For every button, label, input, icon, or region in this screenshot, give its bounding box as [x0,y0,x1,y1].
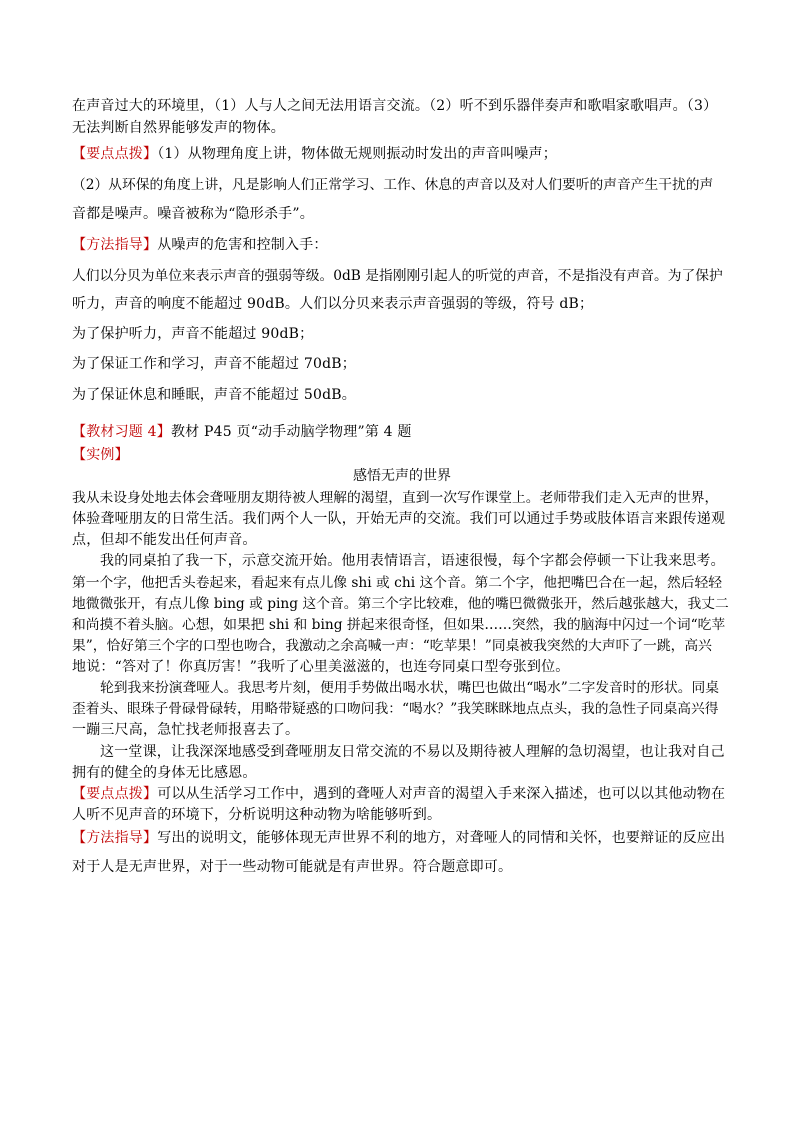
paragraph-line: 听力，声音的响度不能超过 90dB。人们以分贝来表示声音强弱的等级，符号 dB； [72,296,594,312]
method-paragraph [72,236,328,254]
exercise-text: 教材 P45 页“动手动脑学物理”第 4 题 [170,424,412,440]
paragraph-line: 人们以分贝为单位来表示声音的强弱等级。0dB 是指刚刚引起人的听觉的声音，不是指没有声音。为了保护 [72,268,723,284]
paragraph-line: 音都是噪声。噪音被称为“隐形杀手”。 [72,206,314,222]
paragraph-line: 为了保证休息和睡眠，声音不能超过 50dB。 [72,387,356,403]
tip-text: 可以从生活学习工作中，遇到的聋哑人对声音的渴望入手来深入描述，也可以以其他动物在 [157,786,726,802]
essay-line: 第一个字，他把舌头卷起来，看起来有点儿像 shi 或 chi 这个音。第二个字，他把嘴巴合在一起，然后轻轻 [72,575,722,591]
tip-paragraph [72,145,557,163]
essay-title: 感悟无声的世界 [353,468,451,484]
paragraph-line: 无法判断自然界能够发声的物体。 [72,120,285,136]
tip-tag: 【要点点拨】 [72,146,158,162]
essay-line: 和尚摸不着头脑。心想，如果把 shi 和 bing 拼起来很奇怪，但如果……突然，我的脑海中闪过一个词“吃苹 [72,617,726,633]
exercise-heading [72,423,412,441]
essay-line: 这一堂课，让我深深地感受到聋哑朋友日常交流的不易以及期待被人理解的急切渴望，也让我对自己 [100,744,725,760]
essay-line: 地说：“答对了！你真厉害！”我听了心里美滋滋的，也连夸同桌口型夸张到位。 [72,659,570,675]
essay-line: 一蹦三尺高，急忙找老师报喜去了。 [72,722,300,738]
paragraph-line: 人听不见声音的环境下，分析说明这种动物为啥能够听到。 [72,807,442,823]
method-text: 从噪声的危害和控制入手： [157,237,328,253]
essay-line: 拥有的健全的身体无比感恩。 [72,765,257,781]
paragraph-line: 为了保护听力，声音不能超过 90dB； [72,326,314,342]
essay-line: 体验聋哑朋友的日常生活。我们两个人一队，开始无声的交流。我们可以通过手势或肢体语言来跟传递观 [72,511,726,527]
essay-line: 歪着头、眼珠子骨碌骨碌转，用略带疑惑的口吻问我：“喝水？”我笑眯眯地点点头，我的急性子同桌高兴得 [72,701,719,717]
tip-text: （1）从物理角度上讲，物体做无规则振动时发出的声音叫噪声； [157,146,557,162]
essay-line: 地微微张开，有点儿像 bing 或 ping 这个音。第三个字比较难，他的嘴巴微微张开，然后越张越大，我丈二 [72,596,729,612]
paragraph-line: 为了保证工作和学习，声音不能超过 70dB； [72,356,356,372]
essay-line: 我从未设身处地去体会聋哑朋友期待被人理解的渴望，直到一次写作课堂上。老师带我们走入无声的世界， [72,490,719,506]
paragraph-line: 在声音过大的环境里，（1）人与人之间无法用语言交流。（2）听不到乐器伴奏声和歌唱家歌唱声。（3） [72,98,718,114]
tip-paragraph [72,785,725,803]
example-heading [72,446,129,464]
method-tag: 【方法指导】 [72,237,158,253]
exercise-tag: 【教材习题 4】 [72,424,171,440]
essay-line: 点，但却不能发出任何声音。 [72,532,257,548]
method-text: 写出的说明文，能够体现无声世界不利的地方，对聋哑人的同情和关怀，也要辩证的反应出 [157,830,726,846]
example-tag: 【实例】 [72,447,129,463]
paragraph-line: （2）从环保的角度上讲，凡是影响人们正常学习、工作、休息的声音以及对人们要听的声音产生干扰的声 [72,177,714,193]
essay-line: 我的同桌拍了我一下，示意交流开始。他用表情语言，语速很慢，每个字都会停顿一下让我来思考。 [100,553,725,569]
paragraph-line: 对于人是无声世界，对于一些动物可能就是有声世界。符合题意即可。 [72,859,513,875]
tip-tag: 【要点点拨】 [72,786,158,802]
method-tag: 【方法指导】 [72,830,158,846]
method-paragraph [72,829,725,847]
essay-line: 果”，恰好第三个字的口型也吻合，我激动之余高喊一声：“吃苹果！”同桌被我突然的大声吓了一跳，高兴 [72,638,712,654]
essay-line: 轮到我来扮演聋哑人。我思考片刻，便用手势做出喝水状，嘴巴也做出“喝水”二字发音时的形状。同桌 [100,680,720,696]
